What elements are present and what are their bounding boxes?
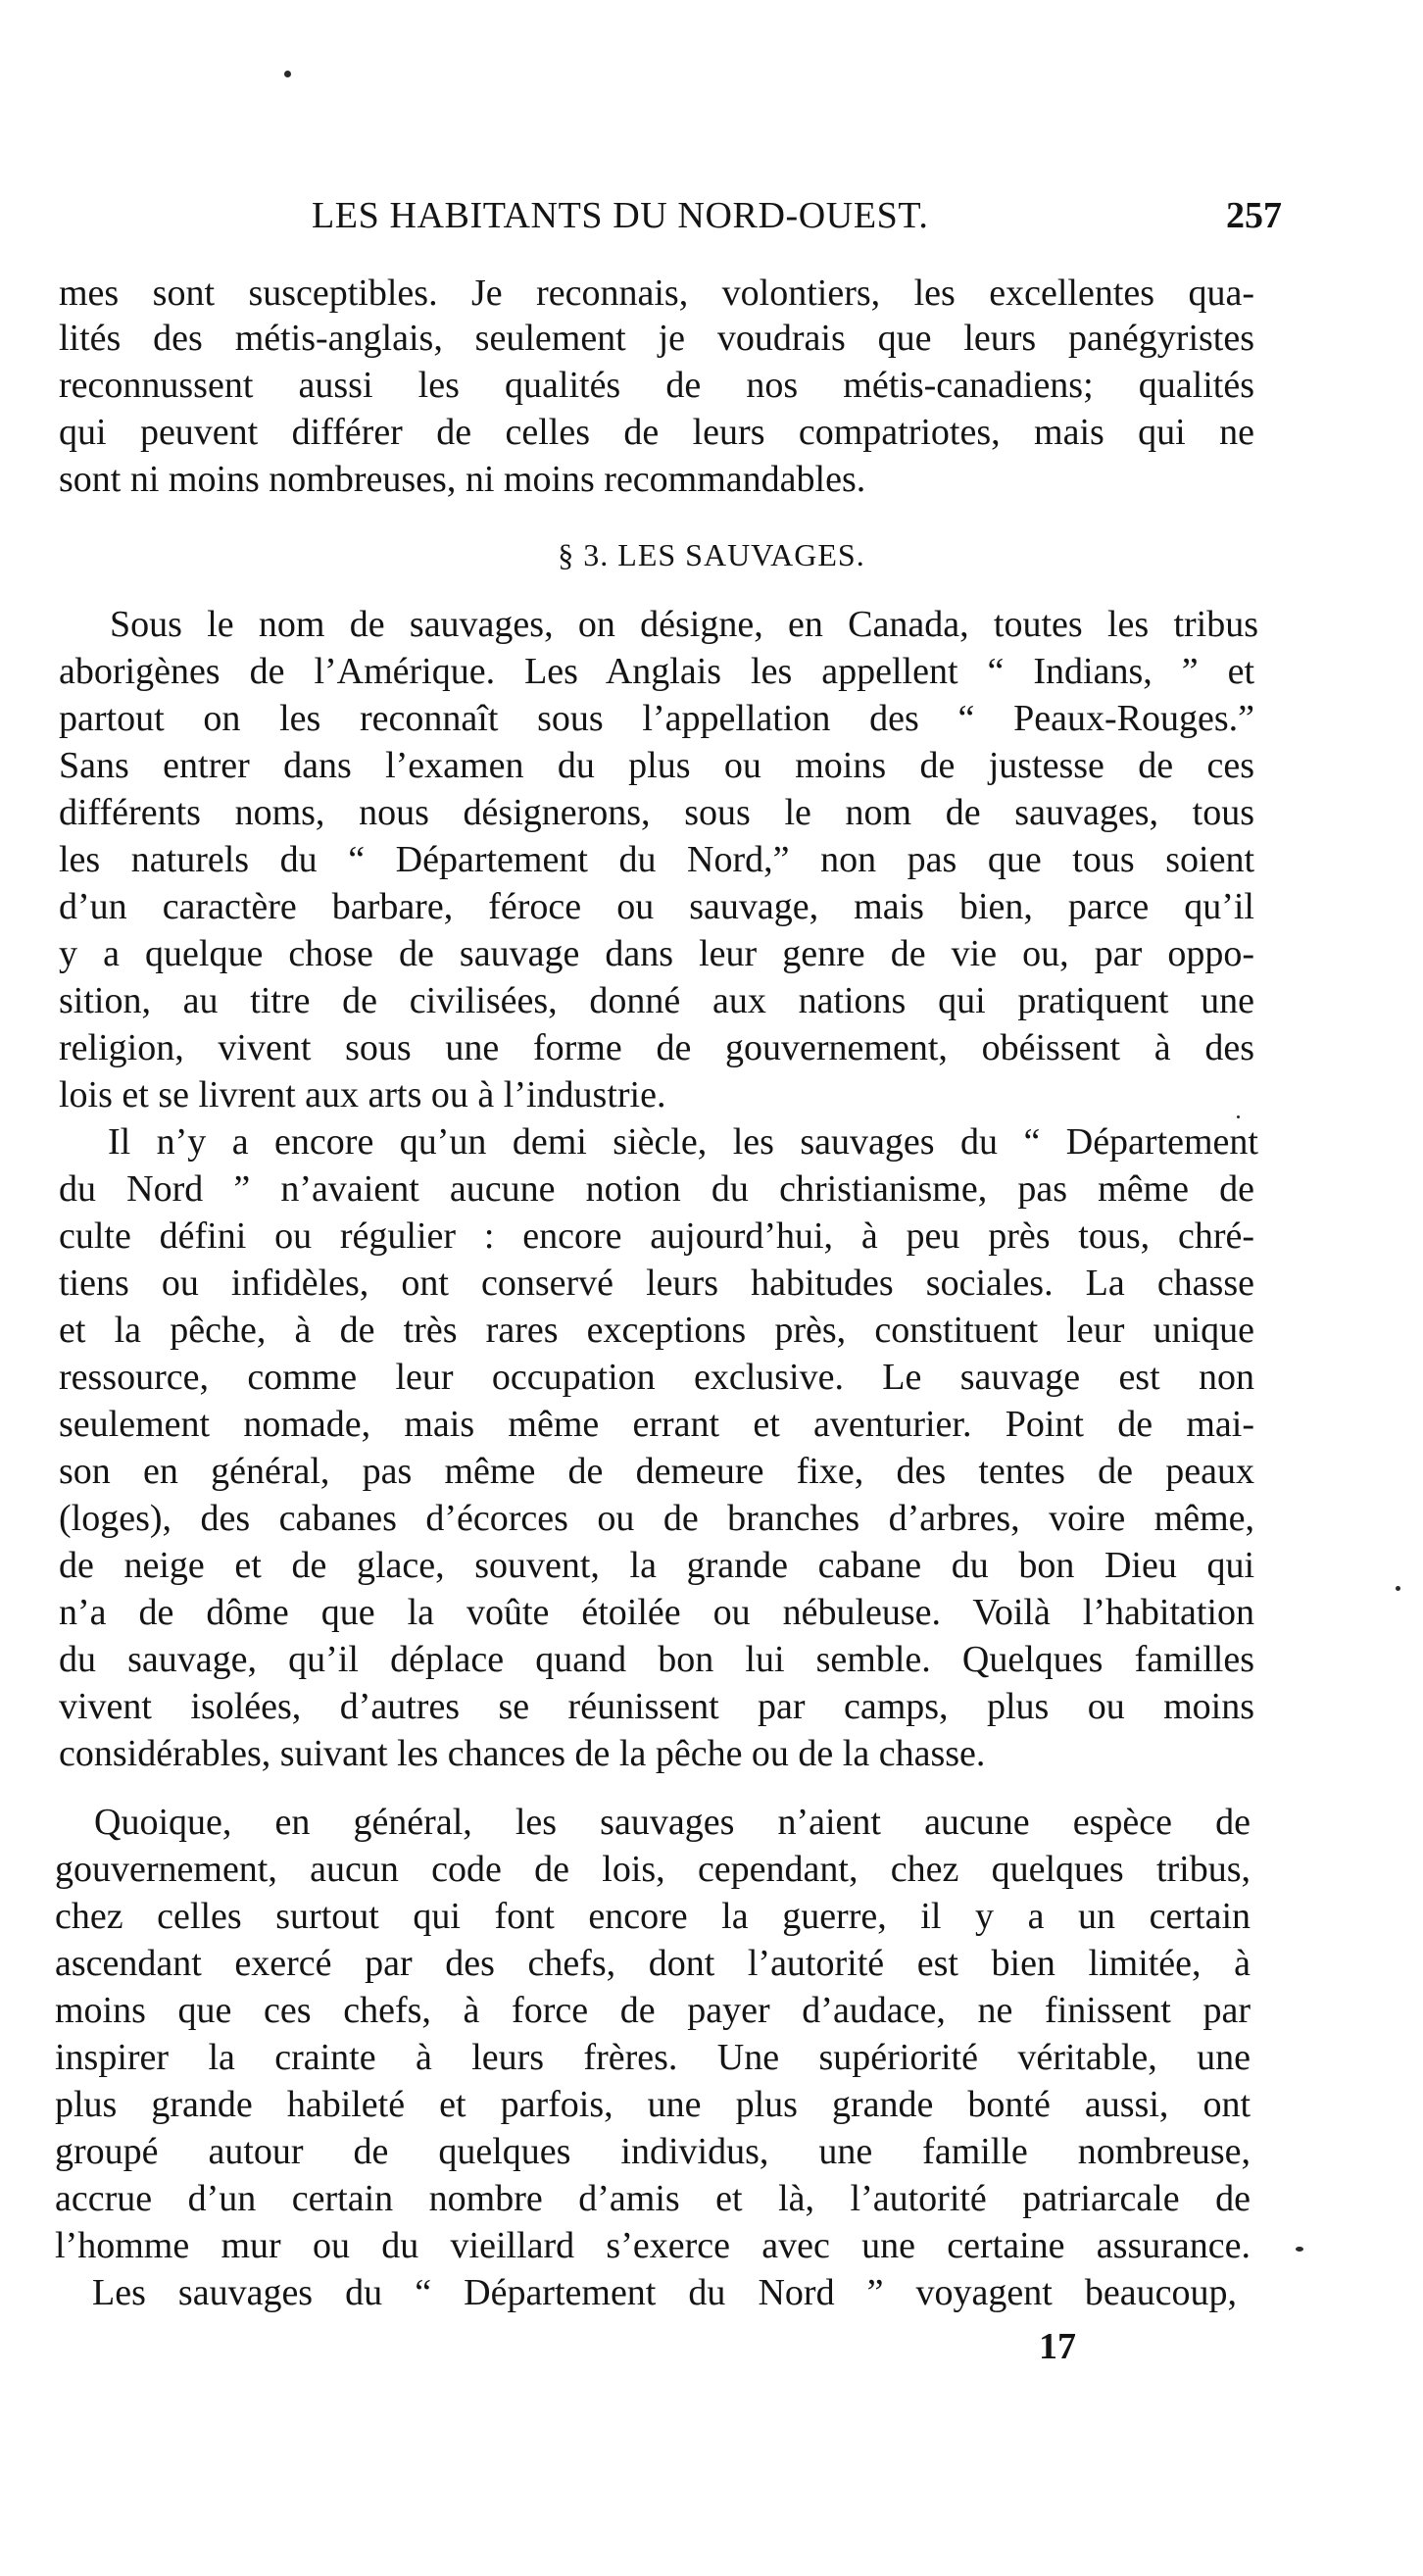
text-line: son en général, pas même de demeure fixe, des tentes de peaux [59, 1451, 1254, 1492]
text-line: sition, au titre de civilisées, donné aux nations qui pratiquent une [59, 980, 1254, 1021]
page-number: 257 [1226, 195, 1282, 236]
text-line: Quoique, en général, les sauvages n’aient aucune espèce de [94, 1802, 1251, 1843]
ink-speck [1396, 1586, 1400, 1591]
signature-mark: 17 [1039, 2326, 1076, 2367]
text-line: et la pêche, à de très rares exceptions près, constituent leur unique [59, 1310, 1254, 1351]
text-line: lités des métis-anglais, seulement je voudrais que leurs panégyristes [59, 318, 1254, 359]
running-title: LES HABITANTS DU NORD-OUEST. [312, 195, 929, 236]
text-line: gouvernement, aucun code de lois, cependant, chez quelques tribus, [55, 1849, 1251, 1890]
text-line: reconnussent aussi les qualités de nos métis-canadiens; qualités [59, 365, 1254, 406]
text-line: Sans entrer dans l’examen du plus ou moins de justesse de ces [59, 745, 1254, 786]
text-line: groupé autour de quelques individus, une famille nombreuse, [55, 2131, 1251, 2172]
running-head [312, 194, 1282, 249]
text-line: seulement nomade, mais même errant et aventurier. Point de mai- [59, 1404, 1254, 1445]
text-line: différents noms, nous désignerons, sous le nom de sauvages, tous [59, 792, 1254, 833]
text-line: les naturels du “ Département du Nord,” non pas que tous soient [59, 839, 1254, 880]
text-line: considérables, suivant les chances de la pêche ou de la chasse. [59, 1733, 986, 1774]
text-line: partout on les reconnaît sous l’appellation des “ Peaux-Rouges.” [59, 698, 1254, 739]
text-line: sont ni moins nombreuses, ni moins recommandables. [59, 459, 866, 500]
text-line: y a quelque chose de sauvage dans leur genre de vie ou, par oppo- [59, 933, 1254, 974]
text-line: mes sont susceptibles. Je reconnais, volontiers, les excellentes qua- [59, 272, 1254, 314]
text-line: accrue d’un certain nombre d’amis et là, l’autorité patriarcale de [55, 2178, 1251, 2219]
text-line: (loges), des cabanes d’écorces ou de branches d’arbres, voire même, [59, 1498, 1254, 1539]
text-line: Les sauvages du “ Département du Nord ” voyagent beaucoup, [92, 2272, 1237, 2313]
text-line: aborigènes de l’Amérique. Les Anglais les appellent “ Indians, ” et [59, 651, 1254, 692]
text-line: Il n’y a encore qu’un demi siècle, les sauvages du “ Département [108, 1121, 1258, 1163]
text-line: religion, vivent sous une forme de gouvernement, obéissent à des [59, 1027, 1254, 1068]
text-line: culte défini ou régulier : encore aujourd’hui, à peu près tous, chré- [59, 1215, 1254, 1257]
text-line: ascendant exercé par des chefs, dont l’autorité est bien limitée, à [55, 1943, 1251, 1984]
text-line: inspirer la crainte à leurs frères. Une supériorité véritable, une [55, 2037, 1251, 2078]
text-line: qui peuvent différer de celles de leurs compatriotes, mais qui ne [59, 412, 1254, 453]
text-line: l’homme mur ou du vieillard s’exerce avec une certaine assurance. [55, 2225, 1251, 2266]
text-line: n’a de dôme que la voûte étoilée ou nébuleuse. Voilà l’habitation [59, 1592, 1254, 1633]
text-line: chez celles surtout qui font encore la guerre, il y a un certain [55, 1896, 1251, 1937]
text-line: Sous le nom de sauvages, on désigne, en Canada, toutes les tribus [110, 604, 1258, 645]
text-line: du sauvage, qu’il déplace quand bon lui semble. Quelques familles [59, 1639, 1254, 1680]
text-line: ressource, comme leur occupation exclusive. Le sauvage est non [59, 1357, 1254, 1398]
text-line: d’un caractère barbare, féroce ou sauvage, mais bien, parce qu’il [59, 886, 1254, 927]
text-line: moins que ces chefs, à force de payer d’audace, ne finissent par [55, 1990, 1251, 2031]
section-heading: § 3. LES SAUVAGES. [558, 537, 865, 572]
ink-speck [284, 71, 291, 77]
text-line: lois et se livrent aux arts ou à l’industrie. [59, 1074, 666, 1115]
text-line: plus grande habileté et parfois, une plus grande bonté aussi, ont [55, 2084, 1251, 2125]
text-line: tiens ou infidèles, ont conservé leurs habitudes sociales. La chasse [59, 1263, 1254, 1304]
text-line: de neige et de glace, souvent, la grande cabane du bon Dieu qui [59, 1545, 1254, 1586]
ink-speck [1296, 2247, 1303, 2252]
text-line: du Nord ” n’avaient aucune notion du christianisme, pas même de [59, 1168, 1254, 1210]
text-line: vivent isolées, d’autres se réunissent par camps, plus ou moins [59, 1686, 1254, 1727]
